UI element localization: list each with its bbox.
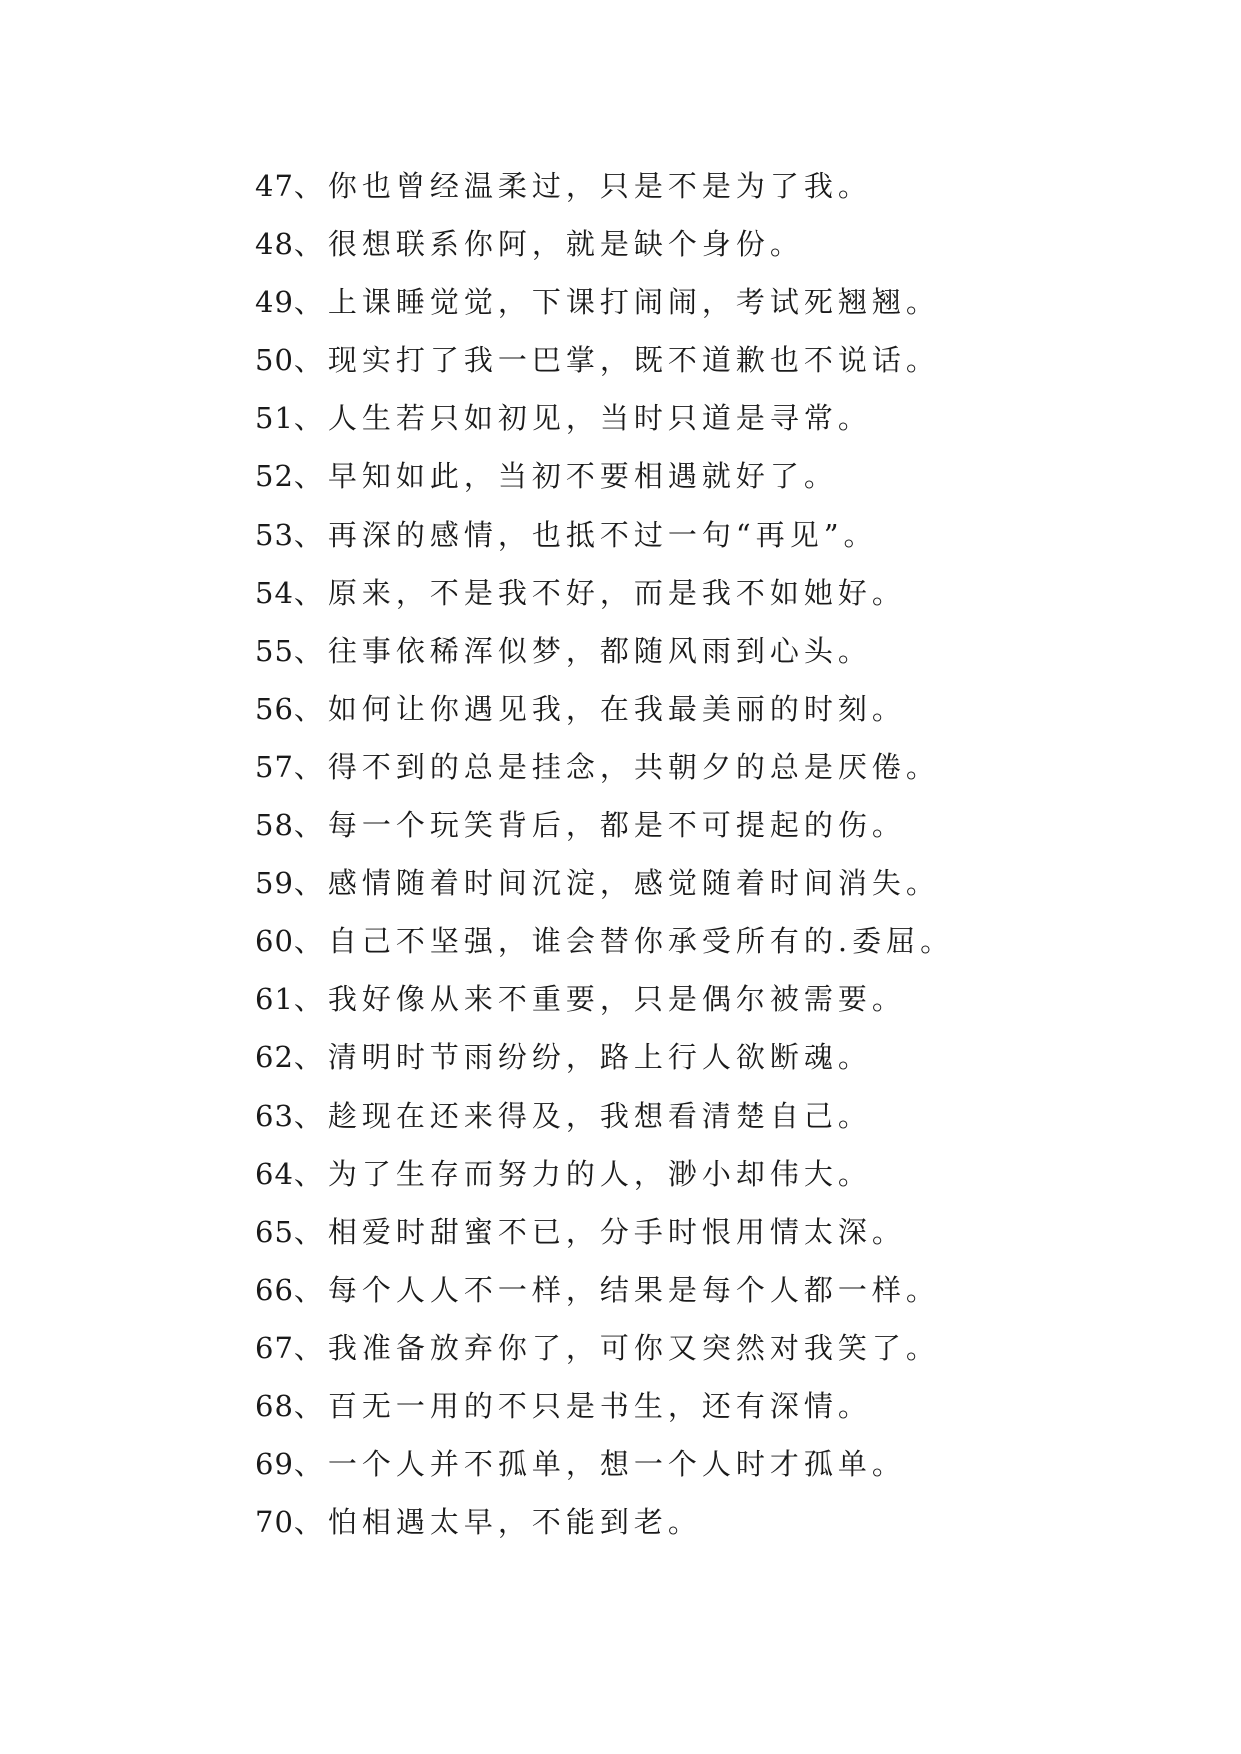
list-item — [255, 738, 954, 796]
item-number: 64 — [255, 1156, 294, 1191]
quote-list — [255, 157, 954, 1551]
item-text: 、再深的感情，也抵不过一句“再见”。 — [293, 517, 878, 552]
list-item — [255, 1145, 954, 1203]
item-number: 63 — [255, 1098, 294, 1133]
list-item — [255, 506, 954, 564]
item-text: 、我好像从来不重要，只是偶尔被需要。 — [293, 982, 906, 1017]
item-text: 、一个人并不孤单，想一个人时才孤单。 — [293, 1447, 906, 1482]
list-item — [255, 1493, 954, 1551]
item-number: 65 — [255, 1214, 294, 1249]
item-text: 、我准备放弃你了，可你又突然对我笑了。 — [293, 1330, 940, 1365]
item-number: 47 — [255, 169, 294, 203]
item-text: 、你也曾经温柔过，只是不是为了我。 — [293, 169, 872, 203]
item-number: 62 — [255, 1040, 294, 1075]
list-item — [255, 970, 954, 1028]
list-item — [255, 564, 954, 622]
item-text: 、怕相遇太早，不能到老。 — [293, 1505, 702, 1540]
item-text: 、原来，不是我不好，而是我不如她好。 — [293, 575, 906, 610]
list-item — [255, 273, 954, 331]
item-text: 、百无一用的不只是书生，还有深情。 — [293, 1388, 872, 1423]
list-item — [255, 1319, 954, 1377]
list-item — [255, 1261, 954, 1319]
item-text: 、清明时节雨纷纷，路上行人欲断魂。 — [293, 1040, 872, 1075]
item-number: 51 — [255, 401, 294, 436]
item-text: 、很想联系你阿，就是缺个身份。 — [293, 227, 804, 262]
item-number: 59 — [255, 866, 294, 901]
item-text: 、人生若只如初见，当时只道是寻常。 — [293, 401, 872, 436]
item-number: 52 — [255, 459, 294, 494]
item-text: 、为了生存而努力的人，渺小却伟大。 — [293, 1156, 872, 1191]
item-text: 、往事依稀浑似梦，都随风雨到心头。 — [293, 633, 872, 668]
item-number: 58 — [255, 808, 294, 843]
item-text: 、自己不坚强，谁会替你承受所有的.委屈。 — [293, 924, 955, 959]
item-text: 、相爱时甜蜜不已，分手时恨用情太深。 — [293, 1214, 906, 1249]
list-item — [255, 1377, 954, 1435]
item-text: 、得不到的总是挂念，共朝夕的总是厌倦。 — [293, 749, 940, 784]
list-item — [255, 157, 954, 215]
item-number: 70 — [255, 1505, 294, 1540]
item-text: 、每一个玩笑背后，都是不可提起的伤。 — [293, 808, 906, 843]
item-number: 55 — [255, 633, 294, 668]
item-number: 66 — [255, 1272, 294, 1307]
list-item — [255, 796, 954, 854]
list-item — [255, 622, 954, 680]
item-text: 、现实打了我一巴掌，既不道歉也不说话。 — [293, 343, 940, 378]
item-number: 69 — [255, 1447, 294, 1482]
item-number: 50 — [255, 343, 294, 378]
list-item — [255, 1203, 954, 1261]
item-number: 68 — [255, 1388, 294, 1423]
item-number: 61 — [255, 982, 294, 1017]
item-number: 54 — [255, 575, 294, 610]
list-item — [255, 854, 954, 912]
item-text: 、感情随着时间沉淀，感觉随着时间消失。 — [293, 866, 940, 901]
item-number: 49 — [255, 285, 294, 320]
item-number: 48 — [255, 227, 294, 262]
list-item — [255, 912, 954, 970]
list-item — [255, 1435, 954, 1493]
item-number: 57 — [255, 749, 294, 784]
list-item — [255, 1087, 954, 1145]
item-number: 56 — [255, 691, 294, 726]
item-text: 、上课睡觉觉，下课打闹闹，考试死翘翘。 — [293, 285, 940, 320]
list-item — [255, 331, 954, 389]
item-text: 、趁现在还来得及，我想看清楚自己。 — [293, 1098, 872, 1133]
list-item — [255, 215, 954, 273]
list-item — [255, 447, 954, 505]
item-text: 、早知如此，当初不要相遇就好了。 — [293, 459, 838, 494]
list-item — [255, 389, 954, 447]
item-text: 、如何让你遇见我，在我最美丽的时刻。 — [293, 691, 906, 726]
list-item — [255, 1028, 954, 1086]
item-number: 53 — [255, 517, 294, 552]
item-number: 60 — [255, 924, 294, 959]
item-number: 67 — [255, 1330, 294, 1365]
item-text: 、每个人人不一样，结果是每个人都一样。 — [293, 1272, 940, 1307]
list-item — [255, 680, 954, 738]
